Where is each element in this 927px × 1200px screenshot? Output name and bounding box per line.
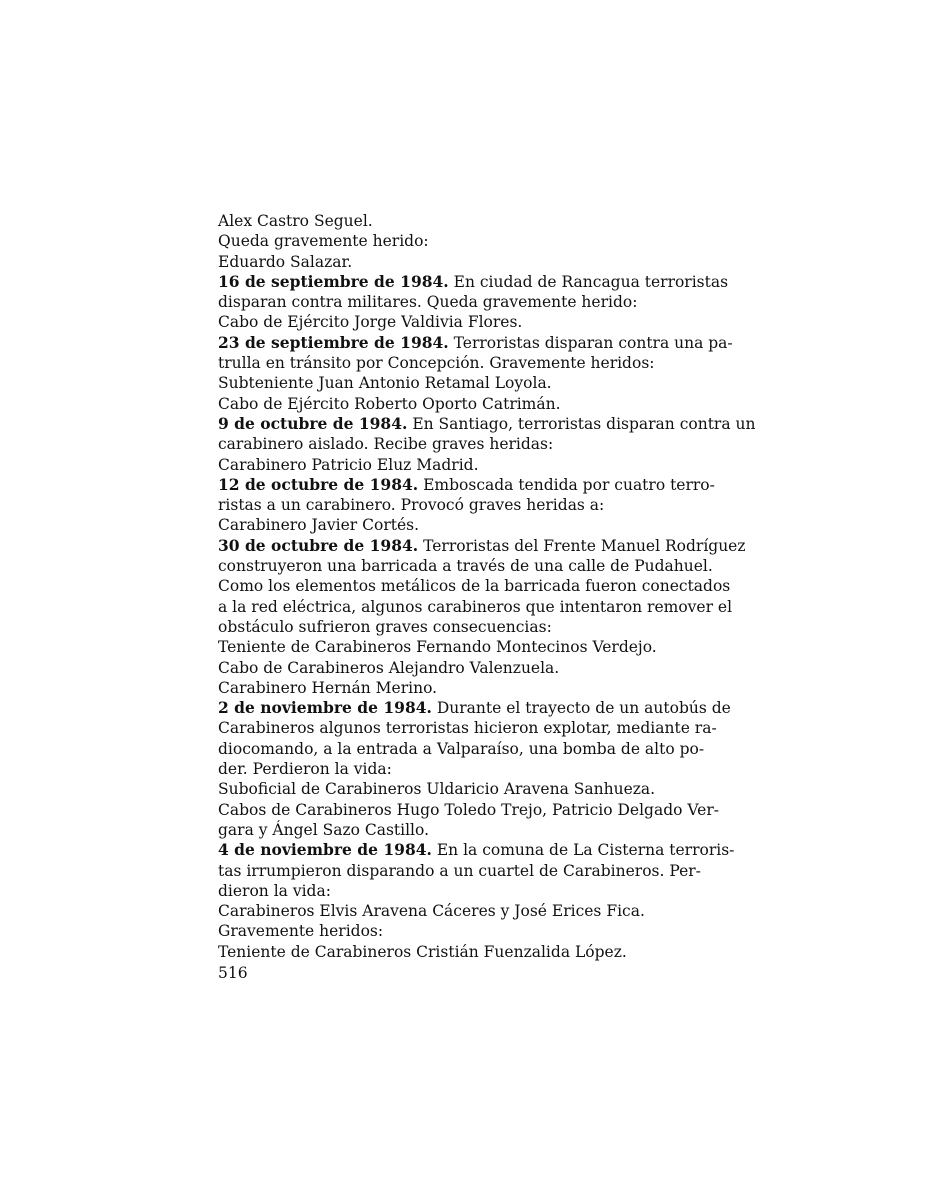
- text-line: [218, 881, 695, 901]
- text-line: [218, 211, 695, 231]
- text-line: [218, 535, 746, 556]
- entry-date: 30 de octubre de 1984.: [218, 535, 419, 555]
- text-line: [218, 861, 701, 881]
- text-line: [218, 597, 733, 617]
- line-text: Cabo de Ejército Roberto Oporto Catrimán.: [218, 394, 561, 413]
- line-text: carabinero aislado. Recibe graves heridas:: [218, 435, 554, 454]
- entry-date: 12 de octubre de 1984.: [218, 474, 419, 494]
- text-line: [218, 698, 731, 718]
- text-line: [218, 739, 705, 759]
- text-line: [218, 759, 695, 779]
- text-line: [218, 840, 735, 860]
- text-line: [218, 373, 695, 393]
- text-line: [218, 495, 695, 515]
- entry-date: 4 de noviembre de 1984.: [218, 840, 432, 860]
- line-text: Eduardo Salazar.: [218, 252, 353, 271]
- line-text: Teniente de Carabineros Fernando Montecinos Verdejo.: [218, 638, 657, 657]
- line-text: Gravemente heridos:: [218, 922, 384, 941]
- line-text: Durante el trayecto de un autobús de: [431, 699, 731, 718]
- line-text: der. Perdieron la vida:: [218, 760, 392, 779]
- text-line: [218, 617, 695, 637]
- line-text: Carabinero Patricio Eluz Madrid.: [218, 455, 479, 474]
- line-text: a la red eléctrica, algunos carabineros que intentaron remover el: [218, 597, 733, 616]
- text-line: [218, 779, 695, 799]
- line-text: Carabineros Elvis Aravena Cáceres y José Erices Fica.: [218, 902, 645, 921]
- text-line: [218, 394, 695, 414]
- page-body: [218, 211, 756, 962]
- line-text: construyeron una barricada a través de una calle de Pudahuel.: [218, 557, 713, 576]
- text-line: [218, 718, 717, 738]
- line-text: obstáculo sufrieron graves consecuencias:: [218, 617, 552, 636]
- line-text: Como los elementos metálicos de la barricada fueron conectados: [218, 577, 731, 596]
- entry-date: 23 de septiembre de 1984.: [218, 332, 449, 352]
- line-text: En la comuna de La Cisterna terroris-: [431, 841, 735, 860]
- text-line: [218, 413, 756, 434]
- line-text: Suboficial de Carabineros Uldaricio Aravena Sanhueza.: [218, 780, 656, 799]
- line-text: En ciudad de Rancagua terroristas: [448, 272, 729, 291]
- line-text: Carabineros algunos terroristas hicieron explotar, mediante ra-: [218, 719, 717, 738]
- line-text: Queda gravemente herido:: [218, 232, 429, 251]
- text-line: [218, 474, 715, 495]
- text-line: [218, 252, 695, 272]
- text-line: [218, 231, 695, 251]
- text-line: [218, 820, 695, 840]
- text-line: [218, 637, 695, 657]
- text-line: [218, 901, 695, 921]
- line-text: Cabo de Ejército Jorge Valdivia Flores.: [218, 313, 523, 332]
- text-line: [218, 292, 695, 312]
- line-text: Cabo de Carabineros Alejandro Valenzuela.: [218, 658, 560, 677]
- line-text: Teniente de Carabineros Cristián Fuenzalida López.: [218, 942, 627, 961]
- text-line: [218, 332, 733, 353]
- line-text: En Santiago, terroristas disparan contra un: [407, 414, 756, 433]
- text-line: [218, 678, 695, 698]
- line-text: Terroristas del Frente Manuel Rodríguez: [418, 536, 746, 555]
- line-text: ristas a un carabinero. Provocó graves heridas a:: [218, 496, 605, 515]
- text-line: [218, 353, 695, 373]
- text-line: [218, 556, 713, 576]
- text-line: [218, 271, 729, 292]
- entry-date: 2 de noviembre de 1984.: [218, 698, 432, 718]
- text-line: [218, 576, 731, 596]
- line-text: Carabinero Javier Cortés.: [218, 516, 420, 535]
- text-line: [218, 455, 695, 475]
- line-text: gara y Ángel Sazo Castillo.: [218, 820, 430, 839]
- text-line: [218, 434, 695, 454]
- page-number: 516: [218, 964, 248, 982]
- line-text: dieron la vida:: [218, 881, 331, 900]
- line-text: Subteniente Juan Antonio Retamal Loyola.: [218, 374, 552, 393]
- line-text: Terroristas disparan contra una pa-: [448, 333, 733, 352]
- line-text: Carabinero Hernán Merino.: [218, 678, 438, 697]
- text-line: [218, 921, 695, 941]
- line-text: diocomando, a la entrada a Valparaíso, una bomba de alto po-: [218, 739, 705, 758]
- line-text: tas irrumpieron disparando a un cuartel de Carabineros. Per-: [218, 861, 701, 880]
- line-text: Emboscada tendida por cuatro terro-: [418, 475, 715, 494]
- text-line: [218, 658, 695, 678]
- line-text: Cabos de Carabineros Hugo Toledo Trejo, Patricio Delgado Ver-: [218, 800, 719, 819]
- line-text: disparan contra militares. Queda gravemente herido:: [218, 293, 638, 312]
- entry-date: 16 de septiembre de 1984.: [218, 271, 449, 291]
- text-line: [218, 312, 695, 332]
- entry-date: 9 de octubre de 1984.: [218, 413, 408, 433]
- text-line: [218, 800, 719, 820]
- text-line: [218, 515, 695, 535]
- text-line: [218, 942, 695, 962]
- line-text: trulla en tránsito por Concepción. Gravemente heridos:: [218, 354, 655, 373]
- line-text: Alex Castro Seguel.: [218, 212, 373, 230]
